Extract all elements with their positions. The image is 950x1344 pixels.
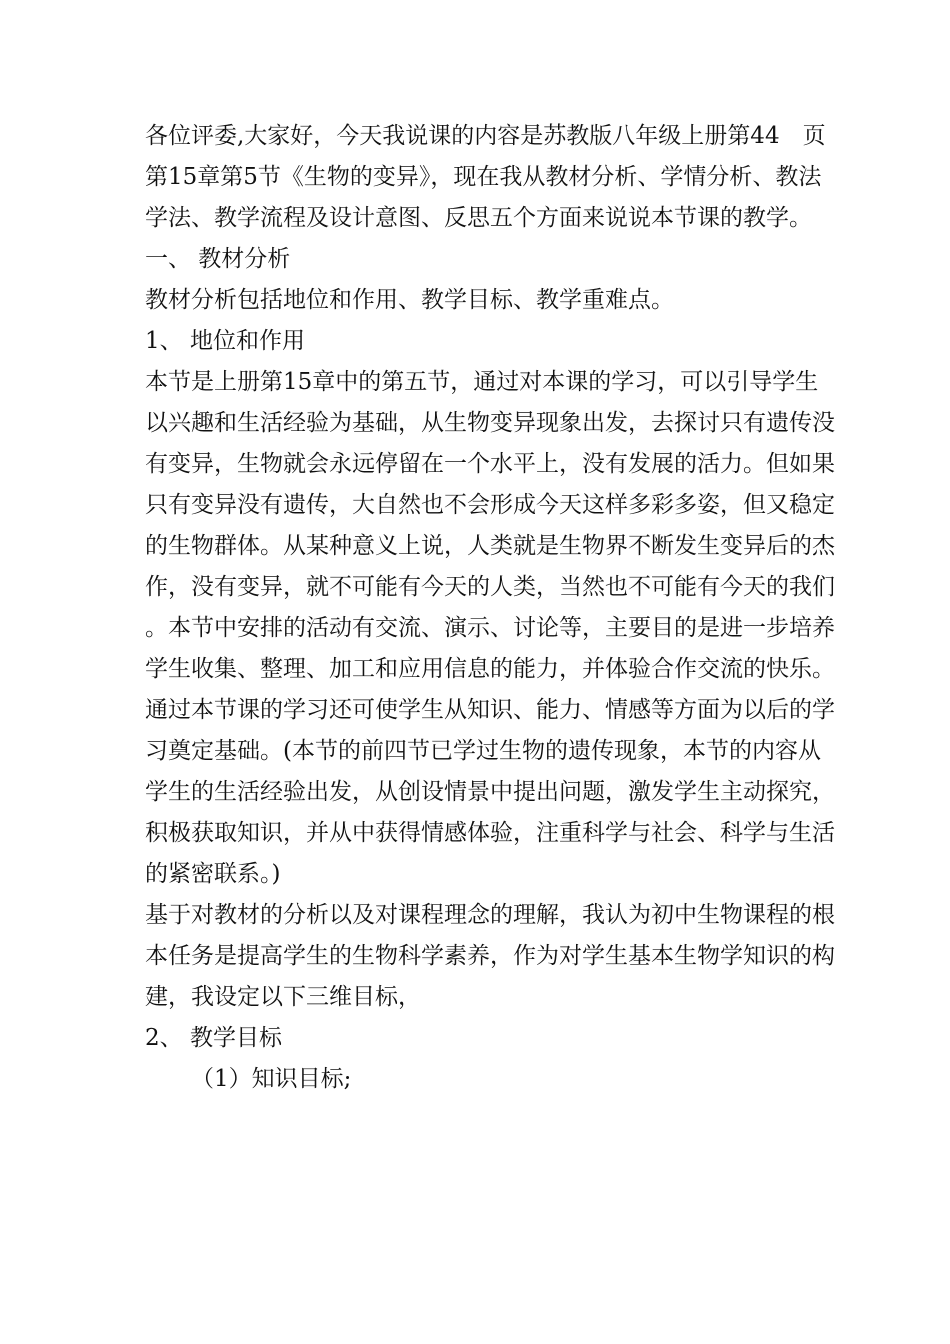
section-heading-textbook-analysis: 一、 教材分析 [145,246,291,272]
position-and-role-paragraph: 本节是上册第15章中的第五节，通过对本课的学习，可以引导学生以兴趣和生活经验为基础，从生物变异现象出发，去探讨只有遗传没有变异，生物就会永远停留在一个水平上，没有发展的活力。但如果只有变异没有遗传，大自然也不会形成今天这样多彩多姿，但又稳定的生物群体。从某种意义上说，人类就是生物界不断发生变异后的杰作，没有变异，就不可能有今天的人类，当然也不可能有今天的我们。本节中安排的活动有交流、演示、讨论等，主要目的是进一步培养学生收集、整理、加工和应用信息的能力，并体验合作交流的快乐。通过本节课的学习还可使学生从知识、能力、情感等方面为以后的学习奠定基础。(本节的前四节已学过生物的遗传现象，本节的内容从学生的生活经验出发，从创设情景中提出问题，激发学生主动探究，积极获取知识，并从中获得情感体验，注重科学与社会、科学与生活的紧密联系。) [145,369,835,887]
curriculum-goal-paragraph: 基于对教材的分析以及对课程理念的理解，我认为初中生物课程的根本任务是提高学生的生物科学素养，作为对学生基本生物学知识的构建，我设定以下三维目标， [145,902,835,1010]
subheading-teaching-goals: 2、 教学目标 [145,1025,282,1051]
intro-paragraph: 各位评委,大家好，今天我说课的内容是苏教版八年级上册第44 页第15章第5节《生物的变异》，现在我从教材分析、学情分析、教法学法、教学流程及设计意图、反思五个方面来说说本节课的教学。 [145,123,826,231]
knowledge-goal-item: （1）知识目标; [191,1066,352,1092]
subheading-position-and-role: 1、 地位和作用 [145,328,305,354]
textbook-analysis-summary: 教材分析包括地位和作用、教学目标、教学重难点。 [145,287,674,313]
document-body [145,116,835,1100]
